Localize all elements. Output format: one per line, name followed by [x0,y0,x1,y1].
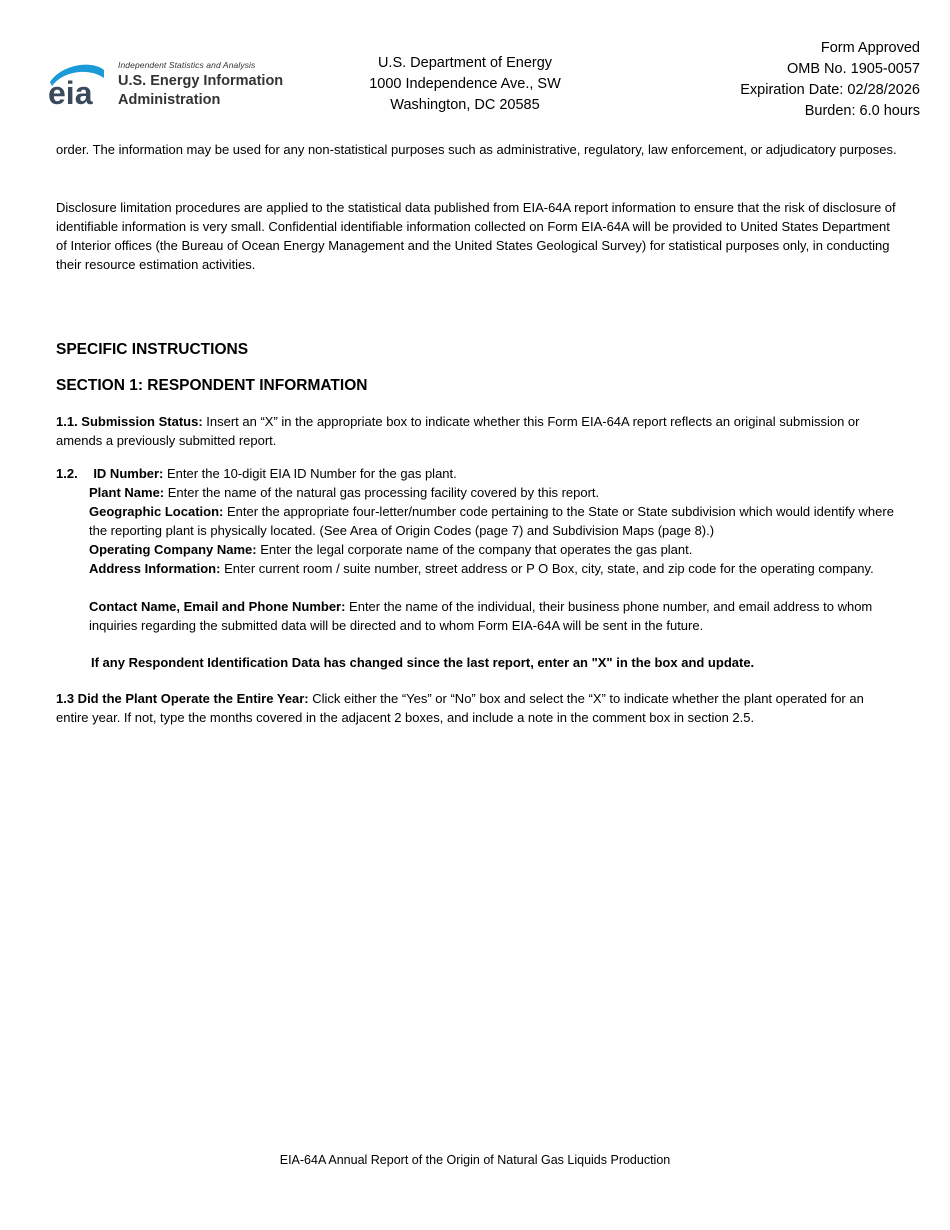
item-text: Click either the “Yes” or “No” box and select the “X” to indicate whether the plant operated for an entire year. If not, type the months covered in the adjacent 2 boxes, and include a note in the comment box in section 2.5. [56,691,864,725]
item-contact-info [89,597,898,635]
department-line: U.S. Department of Energy [377,55,553,71]
paragraph-usage: order. The information may be used for any non-statistical purposes such as administrative, regulatory, law enforcement, or adjudicatory purposes. [56,142,897,157]
item-1-3-plant-operate [56,689,898,727]
item-text: Enter current room / suite number, street address or P O Box, city, state, and zip code for the operating company. [220,561,874,576]
item-number: 1.2. [56,466,78,481]
item-label: Geographic Location: [89,504,224,519]
item-label: ID Number: [93,466,164,481]
item-geographic-location [89,502,898,540]
heading-specific-instructions: SPECIFIC INSTRUCTIONS [56,341,249,358]
item-label: 1.3 Did the Plant Operate the Entire Year: [56,691,309,706]
item-label: Contact Name, Email and Phone Number: [89,599,346,614]
item-1-1-submission-status [56,412,898,450]
logo-tagline: Independent Statistics and Analysis [118,60,256,70]
item-label: 1.1. Submission Status: [56,414,203,429]
item-label: Operating Company Name: [89,542,257,557]
eia-logo-mark-text: eia [48,75,93,110]
omb-form-approved: Form Approved [820,40,920,56]
item-text: Enter the name of the individual, their business phone number, and email address to whom inquiries regarding the submitted data will be directed and to whom Form EIA-64A will be sent in the future. [89,599,873,633]
item-plant-name [89,483,898,502]
item-text: Enter the legal corporate name of the company that operates the gas plant. [256,542,693,557]
heading-section-1: SECTION 1: RESPONDENT INFORMATION [56,377,368,394]
item-label: Plant Name: [89,485,165,500]
item-address-information [89,559,898,578]
item-text: Enter the name of the natural gas processing facility covered by this report. [164,485,600,500]
department-line: Washington, DC 20585 [390,97,540,113]
department-address [330,53,600,116]
item-label: Address Information: [89,561,221,576]
item-text: Insert an “X” in the appropriate box to indicate whether this Form EIA-64A report reflects an original submission or amends a previously submitted report. [56,414,860,448]
item-1-2-id-number [56,464,898,483]
eia-logo [46,56,291,110]
item-text: Enter the appropriate four-letter/number code pertaining to the State or State subdivision which would identify where the reporting plant is physically located. (See Area of Origin Codes (page 7) and Subdivision Maps (page 8).) [89,504,894,538]
notice-respondent-changed [91,653,900,672]
paragraph-disclosure: Disclosure limitation procedures are applied to the statistical data published from EIA-64A report information to ensure that the risk of disclosure of identifiable information is very small. Confidential identifiable information collected on Form EIA-64A will be provided to United States Department of Interior offices (the Bureau of Ocean Energy Management and the United States Geological Survey) for statistical purposes only, in conducting their resource estimation activities. [56,200,896,272]
omb-burden: Burden: 6.0 hours [804,103,920,119]
page-footer: EIA-64A Annual Report of the Origin of Natural Gas Liquids Production [279,1153,671,1167]
logo-name-line1: U.S. Energy Information [118,72,284,89]
item-text: Enter the 10-digit EIA ID Number for the gas plant. [163,466,457,481]
item-operating-company [89,540,898,559]
department-line: 1000 Independence Ave., SW [369,76,561,92]
logo-name-line2: Administration [118,91,221,108]
omb-block [740,38,920,122]
omb-number: OMB No. 1905-0057 [787,61,920,77]
omb-expiration: Expiration Date: 02/28/2026 [740,82,920,98]
notice-text: If any Respondent Identification Data has changed since the last report, enter an "X" in the box and update. [91,655,755,670]
eia-logo-mark [46,60,110,110]
